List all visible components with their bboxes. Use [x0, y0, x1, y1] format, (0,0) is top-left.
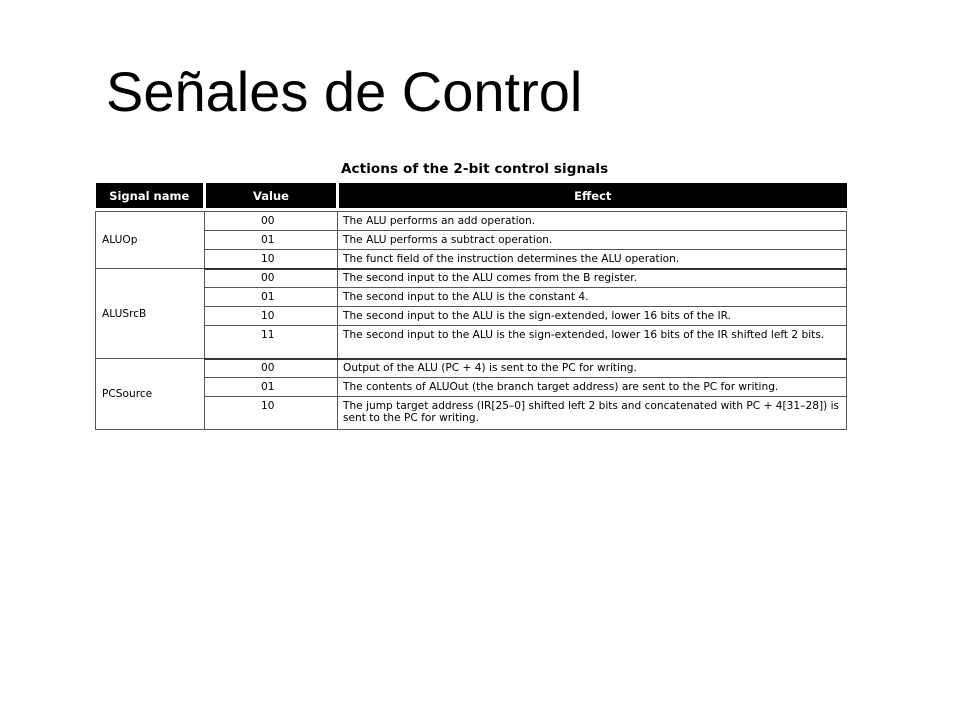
table-row — [96, 326, 847, 359]
signal-name-aluop: ALUOp — [96, 212, 205, 269]
value-cell: 01 — [205, 378, 338, 397]
value-cell: 00 — [205, 359, 338, 378]
header-effect: Effect — [338, 183, 847, 208]
header-signal-name: Signal name — [96, 183, 205, 208]
signal-name-alusrcb: ALUSrcB — [96, 269, 205, 359]
effect-cell: The ALU performs a subtract operation. — [338, 231, 847, 250]
table-row — [96, 307, 847, 326]
control-signals-table — [95, 183, 847, 430]
signal-name-pcsource: PCSource — [96, 359, 205, 430]
value-cell: 10 — [205, 250, 338, 269]
table-row — [96, 378, 847, 397]
effect-cell: The ALU performs an add operation. — [338, 212, 847, 231]
table-row — [96, 288, 847, 307]
value-cell: 00 — [205, 212, 338, 231]
table-row — [96, 397, 847, 430]
effect-cell: The second input to the ALU comes from the B register. — [338, 269, 847, 288]
value-cell: 11 — [205, 326, 338, 359]
value-cell: 00 — [205, 269, 338, 288]
slide-title: Señales de Control — [106, 60, 583, 123]
value-cell: 10 — [205, 397, 338, 430]
table-row — [96, 269, 847, 288]
header-value: Value — [205, 183, 338, 208]
value-cell: 01 — [205, 288, 338, 307]
effect-cell: The funct field of the instruction determines the ALU operation. — [338, 250, 847, 269]
table-row — [96, 212, 847, 231]
table-caption: Actions of the 2-bit control signals — [341, 161, 609, 177]
effect-cell: The second input to the ALU is the sign-extended, lower 16 bits of the IR shifted left 2 bits. — [338, 326, 847, 359]
table-header-row — [96, 183, 847, 208]
effect-cell: The second input to the ALU is the constant 4. — [338, 288, 847, 307]
value-cell: 01 — [205, 231, 338, 250]
table-row — [96, 359, 847, 378]
effect-cell: The jump target address (IR[25–0] shifted left 2 bits and concatenated with PC + 4[31–28]) is sent to the PC for writing. — [338, 397, 847, 430]
effect-cell: The second input to the ALU is the sign-extended, lower 16 bits of the IR. — [338, 307, 847, 326]
value-cell: 10 — [205, 307, 338, 326]
effect-cell: Output of the ALU (PC + 4) is sent to the PC for writing. — [338, 359, 847, 378]
table-row — [96, 250, 847, 269]
effect-cell: The contents of ALUOut (the branch target address) are sent to the PC for writing. — [338, 378, 847, 397]
table-row — [96, 231, 847, 250]
